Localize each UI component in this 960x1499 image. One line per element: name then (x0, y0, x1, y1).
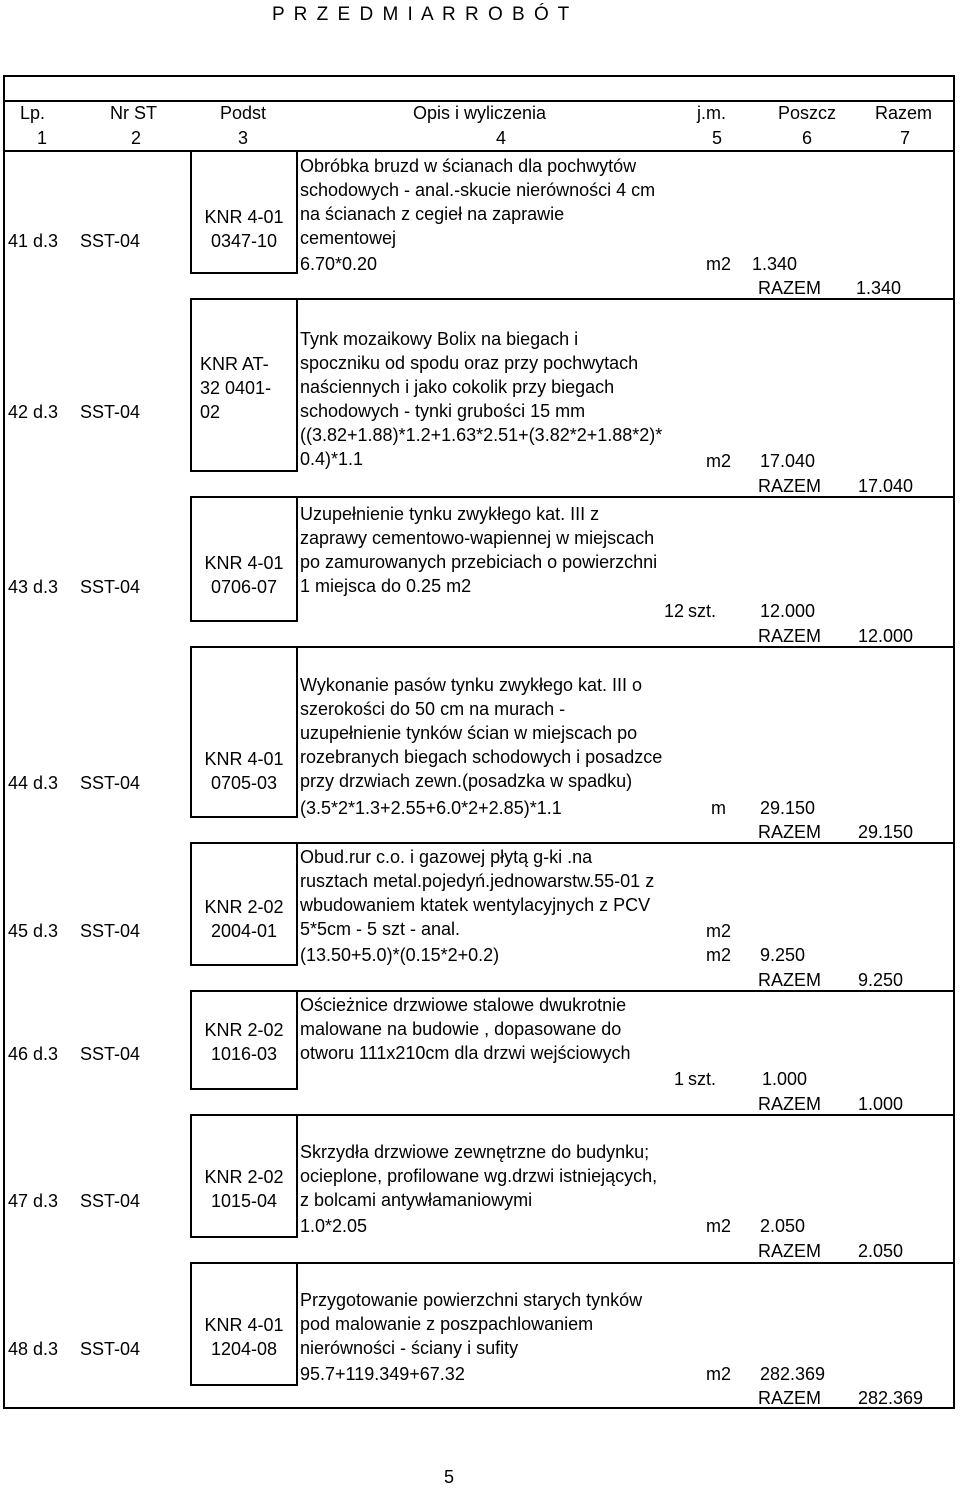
column-divider (296, 646, 298, 816)
row-divider (190, 1088, 298, 1090)
row-calc: 95.7+119.349+67.32 (300, 1364, 465, 1384)
row-poszcz: 1.340 (752, 254, 798, 274)
row-lp: 46 d.3 (8, 1044, 59, 1064)
row-unit: szt. (688, 1069, 717, 1089)
header-num-4: 4 (496, 128, 507, 148)
row-st: SST-04 (80, 1339, 141, 1359)
row-lp: 42 d.3 (8, 402, 59, 422)
header-lp: Lp. (20, 103, 46, 123)
row-unit: m2 (706, 945, 732, 965)
row-divider (190, 620, 298, 622)
header-num-1: 1 (37, 128, 48, 148)
row-podst: KNR 4-01 (204, 553, 284, 573)
row-podst: KNR AT- (200, 354, 269, 374)
row-podst: 0347-10 (210, 231, 278, 251)
row-description: Przygotowanie powierzchni starych tynków pod malowanie z poszpachlowaniem nierówności - ściany i sufity (300, 1290, 643, 1358)
row-description: Obróbka bruzd w ścianach dla pochwytów schodowych - anal.-skucie nierówności 4 cm na ścianach z cegieł na zaprawie cementowej (300, 156, 656, 248)
row-st: SST-04 (80, 402, 141, 422)
row-lp: 48 d.3 (8, 1339, 59, 1359)
header-num-7: 7 (900, 128, 911, 148)
row-poszcz: 29.150 (760, 798, 816, 818)
row-poszcz: 1.000 (762, 1069, 808, 1089)
column-divider (296, 1262, 298, 1384)
row-poszcz: 12.000 (760, 601, 816, 621)
row-description: Ościeżnice drzwiowe stalowe dwukrotnie malowane na budowie , dopasowane do otworu 111x210cm dla drzwi wejściowych (300, 995, 631, 1063)
row-razem-label: RAZEM (758, 970, 821, 990)
row-razem: 282.369 (858, 1388, 924, 1408)
header-num-5: 5 (712, 128, 723, 148)
row-lp: 44 d.3 (8, 773, 59, 793)
row-divider (190, 1262, 955, 1264)
row-podst: KNR 2-02 (204, 1020, 284, 1040)
row-razem-label: RAZEM (758, 1094, 821, 1114)
row-podst: 0705-03 (210, 773, 278, 793)
row-qty: 1 (673, 1069, 684, 1089)
column-divider (296, 842, 298, 964)
row-razem: 1.000 (858, 1094, 904, 1114)
row-divider (190, 496, 955, 498)
row-razem-label: RAZEM (758, 1241, 821, 1261)
row-description: Skrzydła drzwiowe zewnętrzne do budynku; ocieplone, profilowane wg.drzwi istniejących, z bolcami antywłamaniowymi (300, 1142, 658, 1210)
row-description: Wykonanie pasów tynku zwykłego kat. III o szerokości do 50 cm na murach - uzupełnienie tynków ścian w miejscach po rozebranych biegach schodowych i posadzce przy drzwiach zewn.(posadzka w spadku) (300, 675, 663, 791)
row-razem: 1.340 (856, 278, 902, 298)
row-unit: m2 (706, 1364, 732, 1384)
row-unit: m (711, 798, 726, 818)
row-st: SST-04 (80, 921, 141, 941)
row-st: SST-04 (80, 231, 141, 251)
row-qty: 12 (663, 601, 684, 621)
row-calc: (13.50+5.0)*(0.15*2+0.2) (300, 945, 500, 965)
row-podst: 1016-03 (210, 1044, 278, 1064)
header-num-6: 6 (802, 128, 813, 148)
row-divider (190, 816, 298, 818)
row-st: SST-04 (80, 577, 141, 597)
row-description: Obud.rur c.o. i gazowej płytą g-ki .na rusztach metal.pojedyń.jednowarstw.55-01 z wbudowaniem ktatek wentylacyjnych z PCV 5*5cm - 5 szt - anal. (300, 847, 655, 939)
row-lp: 47 d.3 (8, 1191, 59, 1211)
row-divider (190, 646, 955, 648)
row-calc: (3.5*2*1.3+2.55+6.0*2+2.85)*1.1 (300, 798, 562, 818)
header-jm: j.m. (697, 103, 726, 123)
row-podst: 0706-07 (210, 577, 278, 597)
row-opis-unit: m2 (706, 921, 732, 941)
row-poszcz: 9.250 (760, 945, 806, 965)
page-number: 5 (444, 1467, 455, 1487)
column-divider (296, 990, 298, 1088)
row-divider (190, 1384, 298, 1386)
row-description: Tynk mozaikowy Bolix na biegach i spoczniku od spodu oraz przy pochwytach naściennych i jako cokolik przy biegach schodowych - tynki grubości 15 mm ((3.82+1.88)*1.2+1.63*2.51+(3.82*2+1.88*2)* 0.4)*1.1 (300, 329, 663, 469)
row-razem-label: RAZEM (758, 476, 821, 496)
header-podst: Podst (220, 103, 267, 123)
row-divider (190, 272, 298, 274)
row-unit: m2 (706, 1216, 732, 1236)
column-divider (296, 1114, 298, 1236)
row-lp: 45 d.3 (8, 921, 59, 941)
header-num-2: 2 (131, 128, 142, 148)
row-razem: 17.040 (858, 476, 914, 496)
row-razem: 2.050 (858, 1241, 904, 1261)
row-razem: 9.250 (858, 970, 904, 990)
row-lp: 43 d.3 (8, 577, 59, 597)
row-divider (190, 842, 955, 844)
row-podst: KNR 2-02 (204, 1167, 284, 1187)
header-poszcz: Poszcz (778, 103, 837, 123)
row-razem-label: RAZEM (758, 1388, 821, 1408)
row-divider (190, 990, 955, 992)
row-unit: szt. (688, 601, 717, 621)
row-razem: 12.000 (858, 626, 914, 646)
row-podst: 1015-04 (210, 1191, 278, 1211)
row-unit: m2 (706, 254, 732, 274)
row-podst: 1204-08 (210, 1339, 278, 1359)
header-opis: Opis i wyliczenia (413, 103, 547, 123)
row-calc: 1.0*2.05 (300, 1216, 368, 1236)
row-st: SST-04 (80, 773, 141, 793)
row-calc: 6.70*0.20 (300, 254, 378, 274)
row-razem-label: RAZEM (758, 278, 821, 298)
header-divider (3, 150, 955, 152)
row-poszcz: 2.050 (760, 1216, 806, 1236)
row-podst: KNR 4-01 (204, 749, 284, 769)
row-razem: 29.150 (858, 822, 914, 842)
row-st: SST-04 (80, 1044, 141, 1064)
row-divider (190, 1114, 955, 1116)
row-podst: KNR 2-02 (204, 897, 284, 917)
row-podst: KNR 4-01 (204, 207, 284, 227)
row-divider (190, 1236, 298, 1238)
row-podst: KNR 4-01 (204, 1315, 284, 1335)
row-st: SST-04 (80, 1191, 141, 1211)
row-divider (190, 298, 955, 300)
row-podst: 32 0401- (200, 378, 272, 398)
row-podst: 02 (200, 402, 221, 422)
row-lp: 41 d.3 (8, 231, 59, 251)
row-razem-label: RAZEM (758, 822, 821, 842)
row-divider (190, 470, 298, 472)
row-poszcz: 17.040 (760, 451, 816, 471)
column-divider (190, 298, 192, 470)
row-razem-label: RAZEM (758, 626, 821, 646)
row-podst: 2004-01 (210, 921, 278, 941)
page-title: P R Z E D M I A R R O B Ó T (272, 4, 572, 25)
row-unit: m2 (706, 451, 732, 471)
row-poszcz: 282.369 (760, 1364, 826, 1384)
header-nr-st: Nr ST (110, 103, 157, 123)
header-razem: Razem (875, 103, 933, 123)
row-description: Uzupełnienie tynku zwykłego kat. III z zaprawy cementowo-wapiennej w miejscach po zamurowanych przebiciach o powierzchni 1 miejsca do 0.25 m2 (300, 504, 658, 596)
column-divider (296, 298, 298, 470)
column-divider (296, 496, 298, 620)
header-num-3: 3 (238, 128, 249, 148)
column-divider (296, 150, 298, 272)
row-divider (190, 964, 298, 966)
